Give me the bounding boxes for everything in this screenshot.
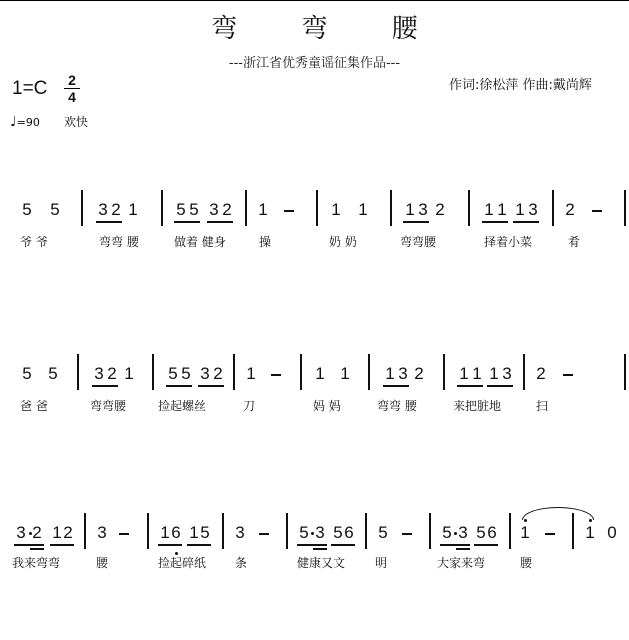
note: 2 [222,200,232,219]
credits: 作词:徐松萍 作曲:戴尚辉 [449,78,592,93]
score-row-3 [0,523,629,583]
note: 2 [32,523,42,542]
bar-line [222,513,224,549]
note: 5 [168,364,178,383]
lyric: 健康又文 [297,556,346,570]
bar-line [368,354,370,390]
score-row-1 [0,200,629,260]
note: 3 [418,200,428,219]
lyric: 弯弯 腰 [99,235,139,249]
bar-line [552,190,554,226]
lyric: 捡起螺丝 [158,399,207,413]
note: 1 [484,200,494,219]
lyric: 弯弯腰 [90,399,127,413]
tempo-value: =90 [16,116,40,129]
lyric: 肴 [568,235,581,249]
lyric: 明 [375,556,388,570]
bar-line [147,513,149,549]
lyric: 腰 [96,556,109,570]
note: 2 [536,364,546,383]
note: 1 [128,200,138,219]
note: 3 [502,364,512,383]
meter-bottom: 4 [68,89,76,105]
note: 1 [515,200,525,219]
note: 3 [94,364,104,383]
note: 5 [181,364,191,383]
note: 3 [398,364,408,383]
bar-line [624,190,626,226]
note: 1 [405,200,415,219]
note: 1 [258,200,268,219]
note: 1 [520,523,530,542]
bar-line [523,354,525,390]
time-signature [64,73,80,104]
note: 2 [63,523,73,542]
note: 5 [50,200,60,219]
note: 5 [22,200,32,219]
note: 1 [331,200,341,219]
note: 2 [565,200,575,219]
bar-line [161,190,163,226]
note: 6 [171,523,181,542]
lyric: 妈 妈 [313,399,341,413]
bar-line [245,190,247,226]
note: 3 [200,364,210,383]
note: 3 [315,523,325,542]
bar-line [429,513,431,549]
quarter-note-icon: ♩ [10,114,17,130]
mood-marking: 欢快 [64,115,89,129]
note: 3 [16,523,26,542]
lyric: 爷 爷 [20,235,48,249]
bar-line [286,513,288,549]
note: 1 [189,523,199,542]
bar-line [390,190,392,226]
note: 5 [189,200,199,219]
note: 0 [607,523,617,542]
bar-line [365,513,367,549]
title-char-2: 弯 [301,14,328,44]
note: 2 [213,364,223,383]
note: 1 [459,364,469,383]
note: 1 [489,364,499,383]
note: 1 [315,364,325,383]
note: 2 [107,364,117,383]
lyric: 刀 [243,399,256,413]
lyric: 做着 健身 [174,235,226,249]
bar-line [81,190,83,226]
bar-line [84,513,86,549]
key-signature: 1=C [12,78,48,99]
note: 5 [22,364,32,383]
note: 1 [585,523,595,542]
bar-line [152,354,154,390]
bar-line [443,354,445,390]
lyric: 弯弯腰 [400,235,437,249]
note: 2 [435,200,445,219]
lyric: 操 [259,235,272,249]
note: 2 [414,364,424,383]
note: 5 [378,523,388,542]
subtitle: ---浙江省优秀童谣征集作品--- [228,56,401,71]
note: 1 [52,523,62,542]
meter-top: 2 [68,72,76,88]
bar-line [233,354,235,390]
note: 3 [528,200,538,219]
note: 5 [442,523,452,542]
note: 3 [97,523,107,542]
bar-line [509,513,511,549]
bar-line [77,354,79,390]
note: 6 [487,523,497,542]
note: 5 [299,523,309,542]
note: 3 [458,523,468,542]
note: 5 [200,523,210,542]
note: 1 [124,364,134,383]
note: 5 [333,523,343,542]
note: 1 [385,364,395,383]
note: 5 [176,200,186,219]
bar-line [316,190,318,226]
lyric: 腰 [520,556,533,570]
note: 3 [98,200,108,219]
note: 1 [160,523,170,542]
note: 1 [358,200,368,219]
note: 5 [476,523,486,542]
slur [522,507,594,520]
lyric: 扫 [536,399,549,413]
bar-line [624,354,626,390]
lyric: 我来弯弯 [12,556,61,570]
note: 1 [472,364,482,383]
bar-line [468,190,470,226]
note: 3 [235,523,245,542]
lyric: 奶 奶 [329,235,357,249]
note: 1 [497,200,507,219]
lyric: 大家来弯 [437,556,486,570]
lyric: 弯弯 腰 [377,399,417,413]
note: 5 [48,364,58,383]
lyric: 条 [235,556,248,570]
title-char-1: 弯 [211,14,238,44]
bar-line [300,354,302,390]
note: 3 [209,200,219,219]
note: 1 [246,364,256,383]
lyric: 来把脏地 [453,399,502,413]
note: 1 [340,364,350,383]
lyric: 捡起碎纸 [158,556,207,570]
score-row-2 [0,364,629,424]
top-rule [0,0,629,1]
lyric: 爸 爸 [20,399,48,413]
tempo-marking [10,114,40,130]
note: 6 [344,523,354,542]
note: 2 [111,200,121,219]
lyric: 择着小菜 [484,235,533,249]
title-char-3: 腰 [391,14,418,44]
song-title [0,8,629,45]
